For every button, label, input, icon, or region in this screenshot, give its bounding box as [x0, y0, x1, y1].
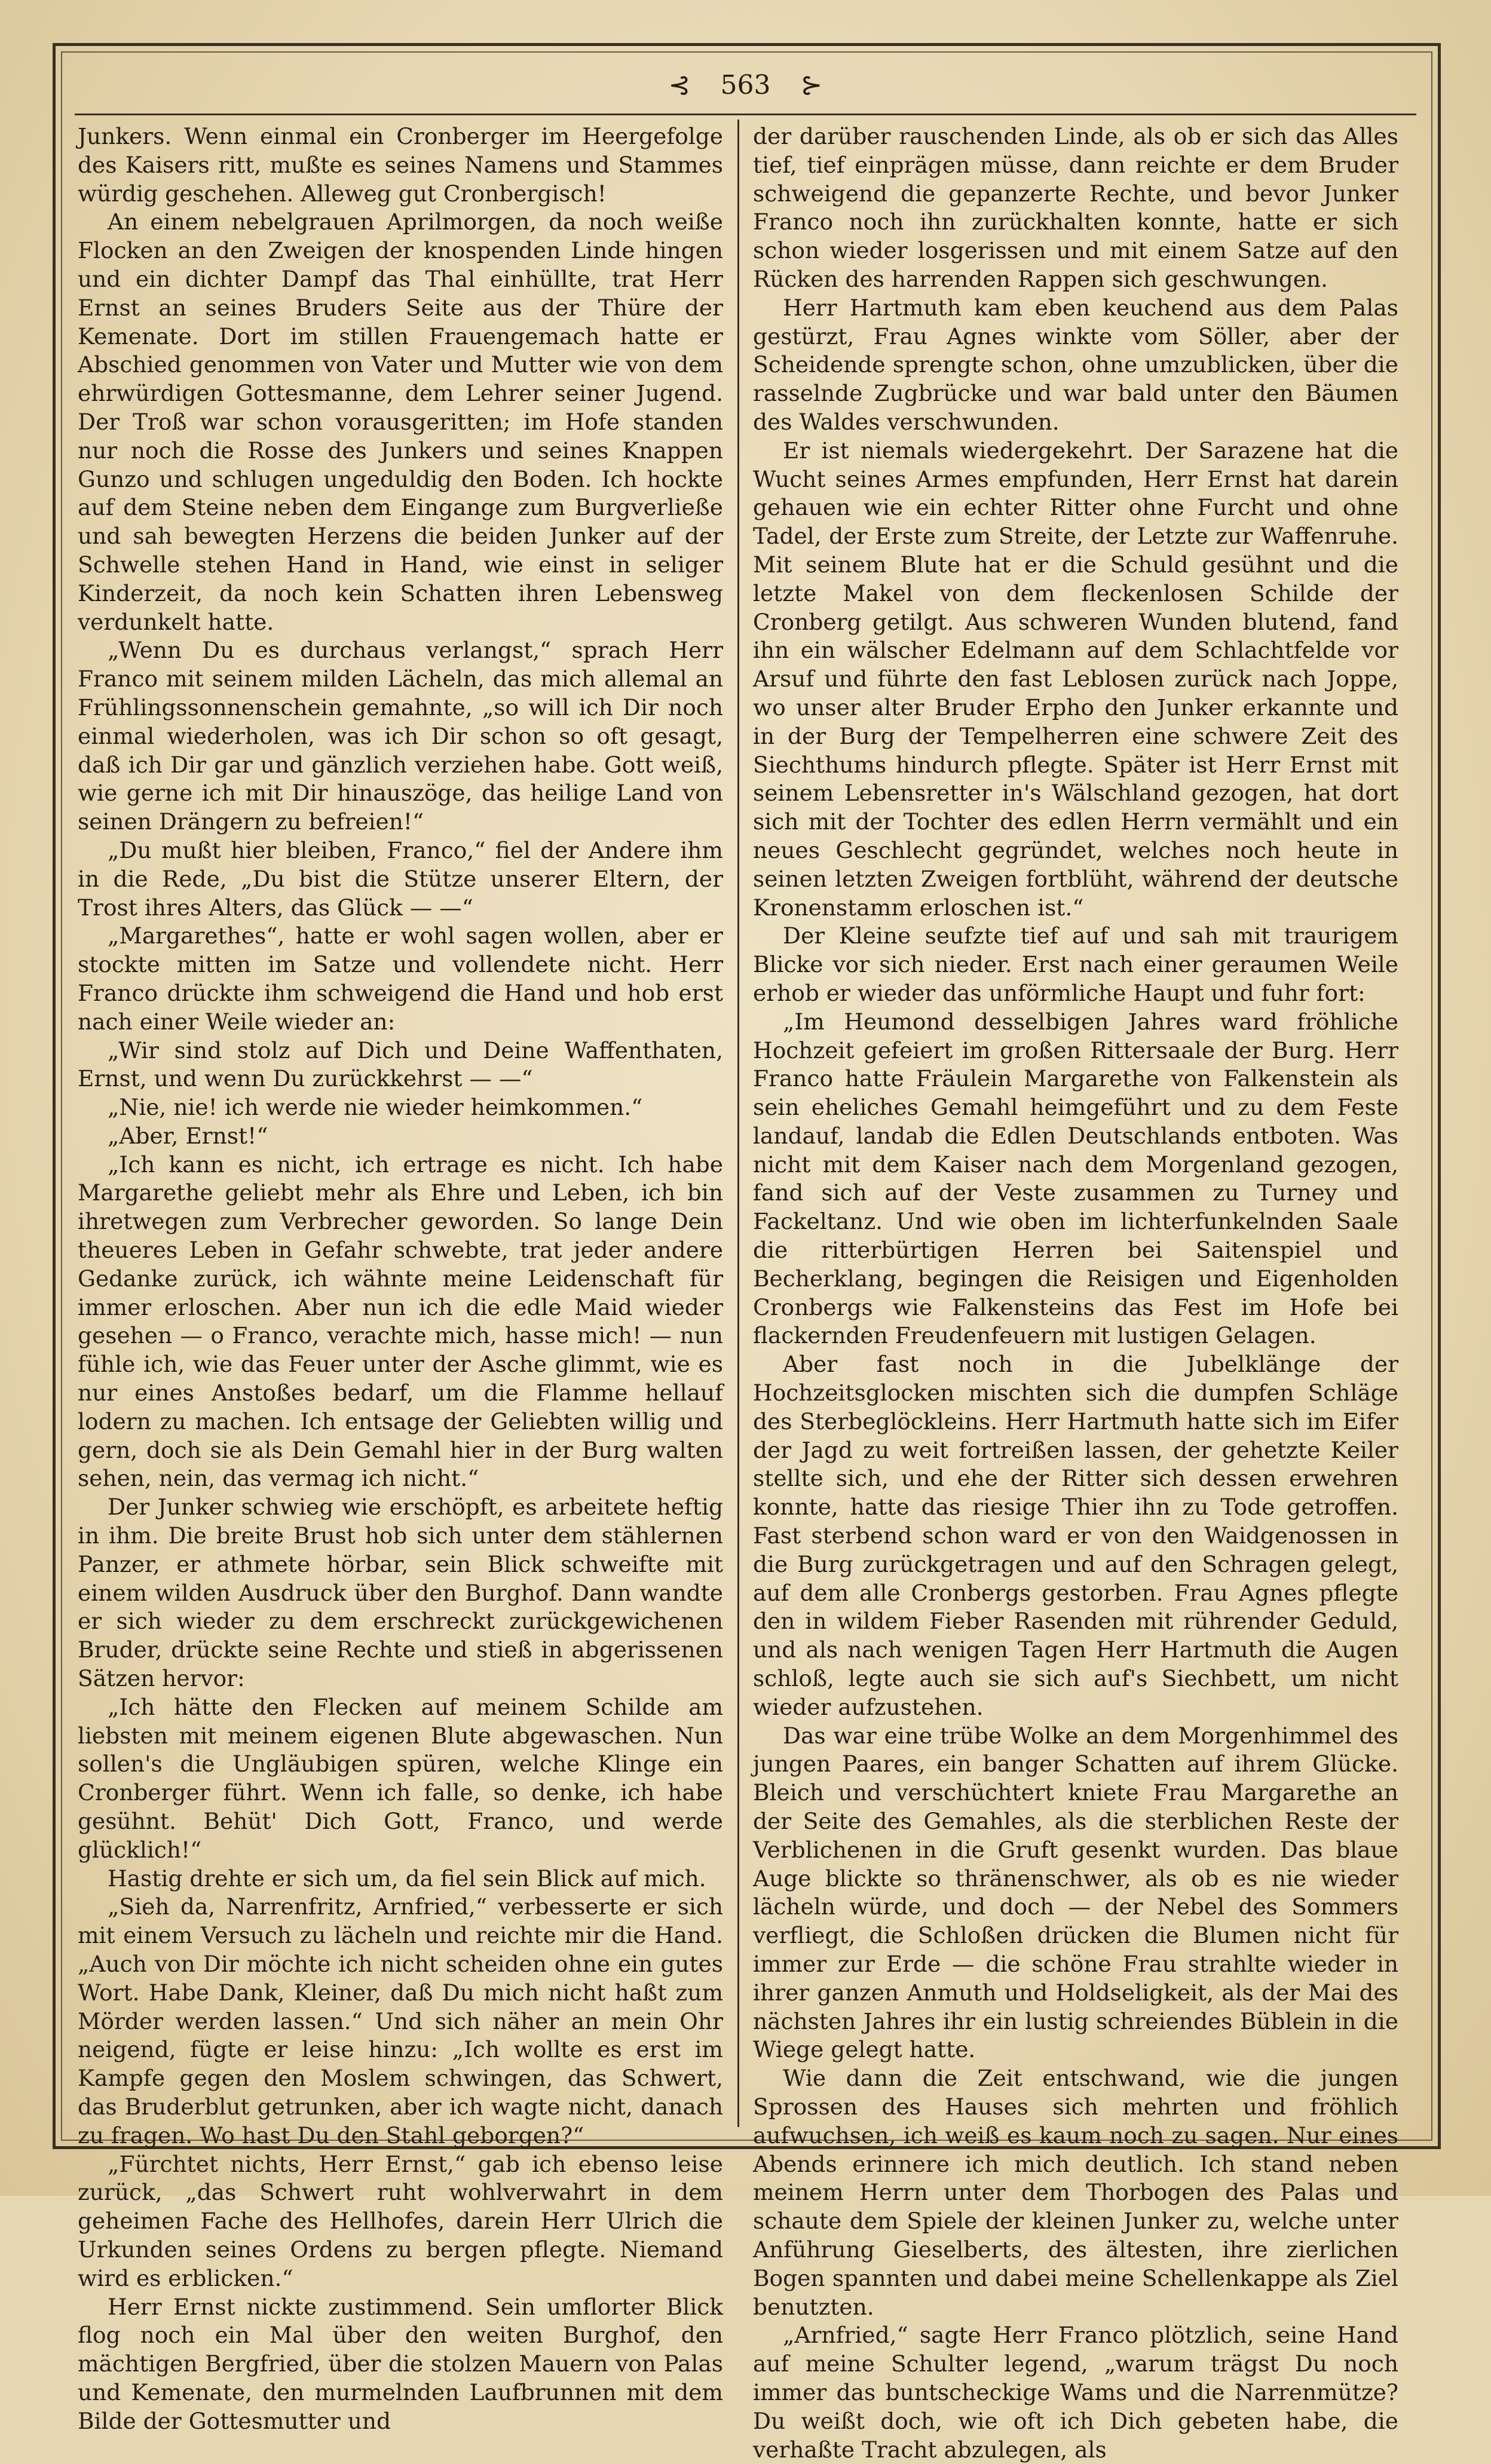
- paragraph: „Ich hätte den Flecken auf meinem Schilde am liebsten mit meinem eigenen Blute abgewaschen. Nun sollen's die Ungläubigen spüren, welche Klinge ein Cronberger führt. Wenn ich falle, so denke, ich habe gesühnt. Behüt' Dich Gott, Franco, und werde glücklich!“: [78, 1693, 723, 1863]
- column-divider: [737, 119, 739, 2127]
- header-rule: [75, 114, 1416, 115]
- paragraph: der darüber rauschenden Linde, als ob er sich das Alles tief, tief einprägen müsse, dann reichte er dem Bruder schweigend die gepanzerte Rechte, und bevor Junker Franco noch ihn zurückhalten konnte, hatte er sich schon wieder losgerissen und mit einem Satze auf den Rücken des harrenden Rappen sich geschwungen.: [753, 123, 1398, 292]
- paragraph: „Fürchtet nichts, Herr Ernst,“ gab ich ebenso leise zurück, „das Schwert ruht wohlverwahrt in dem geheimen Fache des Hellhofes, darein Herr Ulrich die Urkunden seines Ordens zu bergen pflegte. Niemand wird es erblicken.“: [78, 2150, 723, 2291]
- paragraph: Aber fast noch in die Jubelklänge der Hochzeitsglocken mischten sich die dumpfen Schläge des Sterbeglöckleins. Herr Hartmuth hatte sich im Eifer der Jagd zu weit fortreißen lassen, der gehetzte Keiler stellte sich, und ehe der Ritter sich dessen erwehren konnte, hatte das riesige Thier ihn zu Tode getroffen. Fast sterbend schon ward er von den Waidgenossen in die Burg zurückgetragen und auf den Schragen gelegt, auf dem alle Cronbergs gestorben. Frau Agnes pflegte den in wildem Fieber Rasenden mit rührender Geduld, und als nach wenigen Tagen Herr Hartmuth die Augen schloß, legte auch sie sich auf's Siechbett, um nicht wieder aufzustehen.: [753, 1351, 1398, 1720]
- paragraph: Herr Ernst nickte zustimmend. Sein umflorter Blick flog noch ein Mal über den weiten Burghof, den mächtigen Bergfried, über die stolzen Mauern von Palas und Kemenate, den murmelnden Laufbrunnen mit dem Bilde der Gottesmutter und: [78, 2293, 723, 2434]
- paragraph: Er ist niemals wiedergekehrt. Der Sarazene hat die Wucht seines Armes empfunden, Herr Ernst hat darein gehauen wie ein echter Ritter ohne Furcht und ohne Tadel, der Erste zum Streite, der Letzte zur Waffenruhe. Mit seinem Blute hat er die Schuld gesühnt und die letzte Makel von dem fleckenlosen Schilde der Cronberg getilgt. Aus schweren Wunden blutend, fand ihn ein wälscher Edelmann auf dem Schlachtfelde vor Arsuf und führte den fast Leblosen zurück nach Joppe, wo unser alter Bruder Erpho den Junker erkannte und in der Burg der Tempelherren eine schwere Zeit des Siechthums hindurch pflegte. Später ist Herr Ernst mit seinem Lebensretter in's Wälschland gezogen, hat dort sich mit der Tochter des edlen Herrn vermählt und ein neues Geschlecht gegründet, welches noch heute in seinen letzten Zweigen fortblüht, während der deutsche Kronenstamm erloschen ist.“: [753, 437, 1398, 921]
- right-column: [753, 122, 1398, 2463]
- paragraph: „Arnfried,“ sagte Herr Franco plötzlich, seine Hand auf meine Schulter legend, „warum trägst Du noch immer das buntscheckige Wams und die Narrenmütze? Du weißt doch, wie oft ich Dich gebeten habe, die verhaßte Tracht abzulegen, als: [753, 2322, 1398, 2463]
- paragraph: Das war eine trübe Wolke an dem Morgenhimmel des jungen Paares, ein banger Schatten auf ihrem Glücke. Bleich und verschüchtert kniete Frau Margarethe an der Seite des Gemahles, als die sterblichen Reste der Verblichenen in die Gruft gesenkt wurden. Das blaue Auge blickte so thränenschwer, als ob es nie wieder lächeln würde, und doch — der Nebel des Sommers verfliegt, die Schloßen drücken die Blumen nicht für immer zur Erde — die schöne Frau strahlte wieder in ihrer ganzen Anmuth und Holdseligkeit, als der Mai des nächsten Jahres ihr ein lustig schreiendes Büblein in die Wiege gelegt hatte.: [753, 1722, 1398, 2063]
- paragraph: „Ich kann es nicht, ich ertrage es nicht. Ich habe Margarethe geliebt mehr als Ehre und Leben, ich bin ihretwegen zum Verbrecher geworden. So lange Dein theueres Leben in Gefahr schwebte, trat jeder andere Gedanke zurück, ich wähnte meine Leidenschaft für immer erloschen. Aber nun ich die edle Maid wieder gesehen — o Franco, verachte mich, hasse mich! — nun fühle ich, wie das Feuer unter der Asche glimmt, wie es nur eines Anstoßes bedarf, um die Flamme hellauf lodern zu machen. Ich entsage der Geliebten willig und gern, doch sie als Dein Gemahl hier in der Burg walten sehen, nein, das vermag ich nicht.“: [78, 1151, 723, 1492]
- paragraph: Herr Hartmuth kam eben keuchend aus dem Palas gestürzt, Frau Agnes winkte vom Söller, aber der Scheidende sprengte schon, ohne umzublicken, über die rasselnde Zugbrücke und war bald unter den Bäumen des Waldes verschwunden.: [753, 294, 1398, 435]
- paragraph: Der Kleine seufzte tief auf und sah mit traurigem Blicke vor sich nieder. Erst nach einer geraumen Weile erhob er wieder das unförmliche Haupt und fuhr fort:: [753, 923, 1398, 1006]
- paragraph: Wie dann die Zeit entschwand, wie die jungen Sprossen des Hauses sich mehrten und fröhlich aufwuchsen, ich weiß es kaum noch zu sagen. Nur eines Abends erinnere ich mich deutlich. Ich stand neben meinem Herrn unter dem Thorbogen des Palas und schaute dem Spiele der kleinen Junker zu, welche unter Anführung Gieselberts, des ältesten, ihre zierlichen Bogen spannten und dabei meine Schellenkappe als Ziel benutzten.: [753, 2065, 1398, 2320]
- paragraph: Hastig drehte er sich um, da fiel sein Blick auf mich.: [108, 1865, 706, 1892]
- paragraph: „Nie, nie! ich werde nie wieder heimkommen.“: [108, 1094, 643, 1121]
- paragraph: „Aber, Ernst!“: [108, 1122, 268, 1149]
- paragraph: „Margarethes“, hatte er wohl sagen wollen, aber er stockte mitten im Satze und vollendete nicht. Herr Franco drückte ihm schweigend die Hand und hob erst nach einer Weile wieder an:: [78, 923, 723, 1035]
- ornament-right: ⊱: [800, 70, 823, 100]
- left-column: [78, 122, 723, 2434]
- paragraph: „Sieh da, Narrenfritz, Arnfried,“ verbesserte er sich mit einem Versuch zu lächeln und reichte mir die Hand. „Auch von Dir möchte ich nicht scheiden ohne ein gutes Wort. Habe Dank, Kleiner, daß Du mich nicht haßt zum Mörder werden lassen.“ Und sich näher an mein Ohr neigend, fügte er leise hinzu: „Ich wollte es erst im Kampfe gegen den Moslem schwingen, das Schwert, das Bruderblut getrunken, aber ich wagte nicht, danach zu fragen. Wo hast Du den Stahl geborgen?“: [78, 1893, 723, 2149]
- paragraph: Junkers. Wenn einmal ein Cronberger im Heergefolge des Kaisers ritt, mußte es seines Namens und Stammes würdig geschehen. Alleweg gut Cronbergisch!: [78, 123, 723, 207]
- paragraph: „Du mußt hier bleiben, Franco,“ fiel der Andere ihm in die Rede, „Du bist die Stütze unserer Eltern, der Trost ihres Alters, das Glück — —“: [78, 836, 723, 921]
- paragraph: „Wir sind stolz auf Dich und Deine Waffenthaten, Ernst, und wenn Du zurückkehrst — —“: [78, 1037, 723, 1092]
- paragraph: „Im Heumond desselbigen Jahres ward fröhliche Hochzeit gefeiert im großen Rittersaale der Burg. Herr Franco hatte Fräulein Margarethe von Falkenstein als sein eheliches Gemahl heimgeführt und zu dem Feste landauf, landab die Edlen Deutschlands entboten. Was nicht mit dem Kaiser nach dem Morgenland gezogen, fand sich auf der Veste zusammen zu Turney und Fackeltanz. Und wie oben im lichterfunkelnden Saale die ritterbürtigen Herren bei Saitenspiel und Becherklang, begingen die Reisigen und Eigenholden Cronbergs wie Falkensteins das Fest im Hofe bei flackernden Freudenfeuern mit lustigen Gelagen.: [753, 1008, 1398, 1349]
- paragraph: „Wenn Du es durchaus verlangst,“ sprach Herr Franco mit seinem milden Lächeln, das mich allemal an Frühlingssonnenschein gemahnte, „so will ich Dir noch einmal wiederholen, was ich Dir schon so oft gesagt, daß ich Dir gar und gänzlich verziehen habe. Gott weiß, wie gerne ich mit Dir hinauszöge, das heilige Land von seinen Drängern zu befreien!“: [78, 637, 723, 835]
- ornament-left: ⊰: [668, 70, 691, 100]
- paragraph: An einem nebelgrauen Aprilmorgen, da noch weiße Flocken an den Zweigen der knospenden Linde hingen und ein dichter Dampf das Thal einhüllte, trat Herr Ernst an seines Bruders Seite aus der Thüre der Kemenate. Dort im stillen Frauengemach hatte er Abschied genommen von Vater und Mutter wie von dem ehrwürdigen Gottesmanne, dem Lehrer seiner Jugend. Der Troß war schon vorausgeritten; im Hofe standen nur noch die Rosse des Junkers und seines Knappen Gunzo und schlugen ungeduldig den Boden. Ich hockte auf dem Steine neben dem Eingange zum Burgverließe und sah bewegten Herzens die beiden Junker auf der Schwelle stehen Hand in Hand, wie einst in seliger Kinderzeit, da noch kein Schatten ihren Lebensweg verdunkelt hatte.: [78, 209, 723, 635]
- page-number: 563: [720, 70, 771, 100]
- page-header: [0, 65, 1491, 106]
- paragraph: Der Junker schwieg wie erschöpft, es arbeitete heftig in ihm. Die breite Brust hob sich unter dem stählernen Panzer, er athmete hörbar, sein Blick schweifte mit einem wilden Ausdruck über den Burghof. Dann wandte er sich wieder zu dem erschreckt zurückgewichenen Bruder, drückte seine Rechte und stieß in abgerissenen Sätzen hervor:: [78, 1494, 723, 1692]
